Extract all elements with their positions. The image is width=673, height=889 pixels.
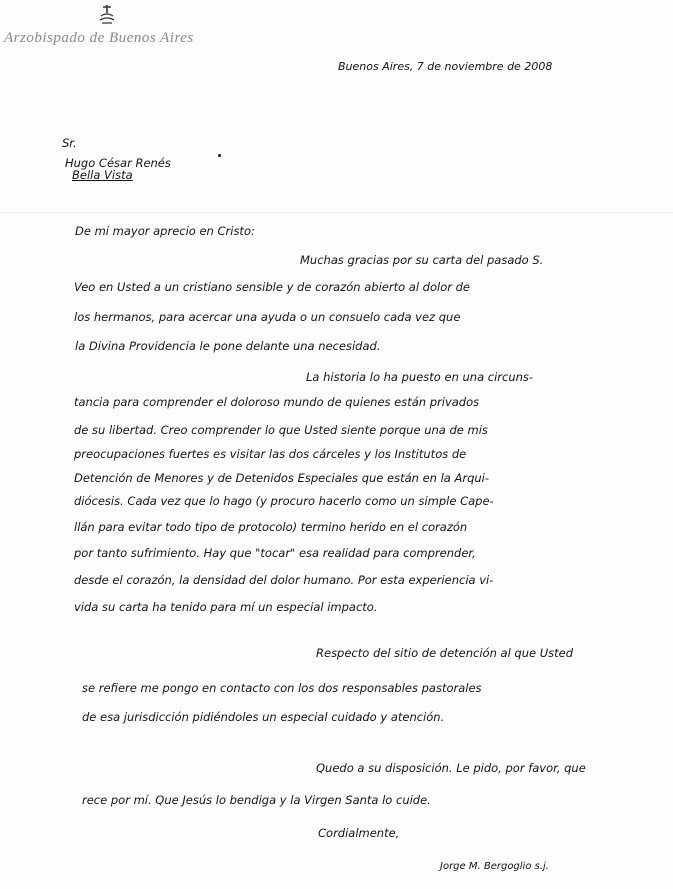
signature: Jorge M. Bergoglio s.j. xyxy=(440,861,549,872)
letter-line: la Divina Providencia le pone delante una necesidad. xyxy=(75,339,381,353)
letter-line: Respecto del sitio de detención al que Usted xyxy=(316,646,574,660)
letter-line: Detención de Menores y de Detenidos Especiales que están en la Arqui- xyxy=(74,471,490,485)
letter-line: los hermanos, para acercar una ayuda o un consuelo cada vez que xyxy=(74,310,461,324)
letter-line: tancia para comprender el doloroso mundo de quienes están privados xyxy=(74,395,480,409)
letter-line: por tanto sufrimiento. Hay que "tocar" esa realidad para comprender, xyxy=(74,546,476,560)
letter-line: de esa jurisdicción pidiéndoles un especial cuidado y atención. xyxy=(82,710,445,724)
letter-line: diócesis. Cada vez que lo hago (y procuro hacerlo como un simple Cape- xyxy=(74,494,494,508)
letter-line: Veo en Usted a un cristiano sensible y de corazón abierto al dolor de xyxy=(74,280,471,294)
recipient-name: Hugo César Renés xyxy=(65,156,171,170)
letter-line: se refiere me pongo en contacto con los dos responsables pastorales xyxy=(82,681,482,695)
letter-line: preocupaciones fuertes es visitar las dos cárceles y los Institutos de xyxy=(74,447,467,461)
place-date: Buenos Aires, 7 de noviembre de 2008 xyxy=(338,60,553,73)
letterhead xyxy=(0,0,260,70)
letter-line: de su libertad. Creo comprender lo que Usted siente porque una de mis xyxy=(74,423,488,437)
letter-line: rece por mí. Que Jesús lo bendiga y la Virgen Santa lo cuide. xyxy=(82,793,431,807)
letter-line: Quedo a su disposición. Le pido, por favor, que xyxy=(316,761,586,775)
letter-line: desde el corazón, la densidad del dolor humano. Por esta experiencia vi- xyxy=(74,573,494,587)
letter-line: llán para evitar todo tipo de protocolo) termino herido en el corazón xyxy=(74,520,468,534)
archdiocese-crest-icon xyxy=(96,4,118,24)
letterhead-name: Arzobispado de Buenos Aires xyxy=(4,30,194,46)
letter-line: Muchas gracias por su carta del pasado S. xyxy=(300,253,544,267)
paper-fold-line xyxy=(0,212,673,213)
recipient-city: Bella Vista xyxy=(72,168,133,182)
salutation: De mi mayor aprecio en Cristo: xyxy=(75,224,255,238)
letter-line: La historia lo ha puesto en una circuns- xyxy=(306,370,534,384)
recipient-prefix: Sr. xyxy=(62,136,77,150)
closing: Cordialmente, xyxy=(318,826,400,840)
ink-dot xyxy=(218,154,221,157)
letter-line: vida su carta ha tenido para mí un especial impacto. xyxy=(74,600,378,614)
